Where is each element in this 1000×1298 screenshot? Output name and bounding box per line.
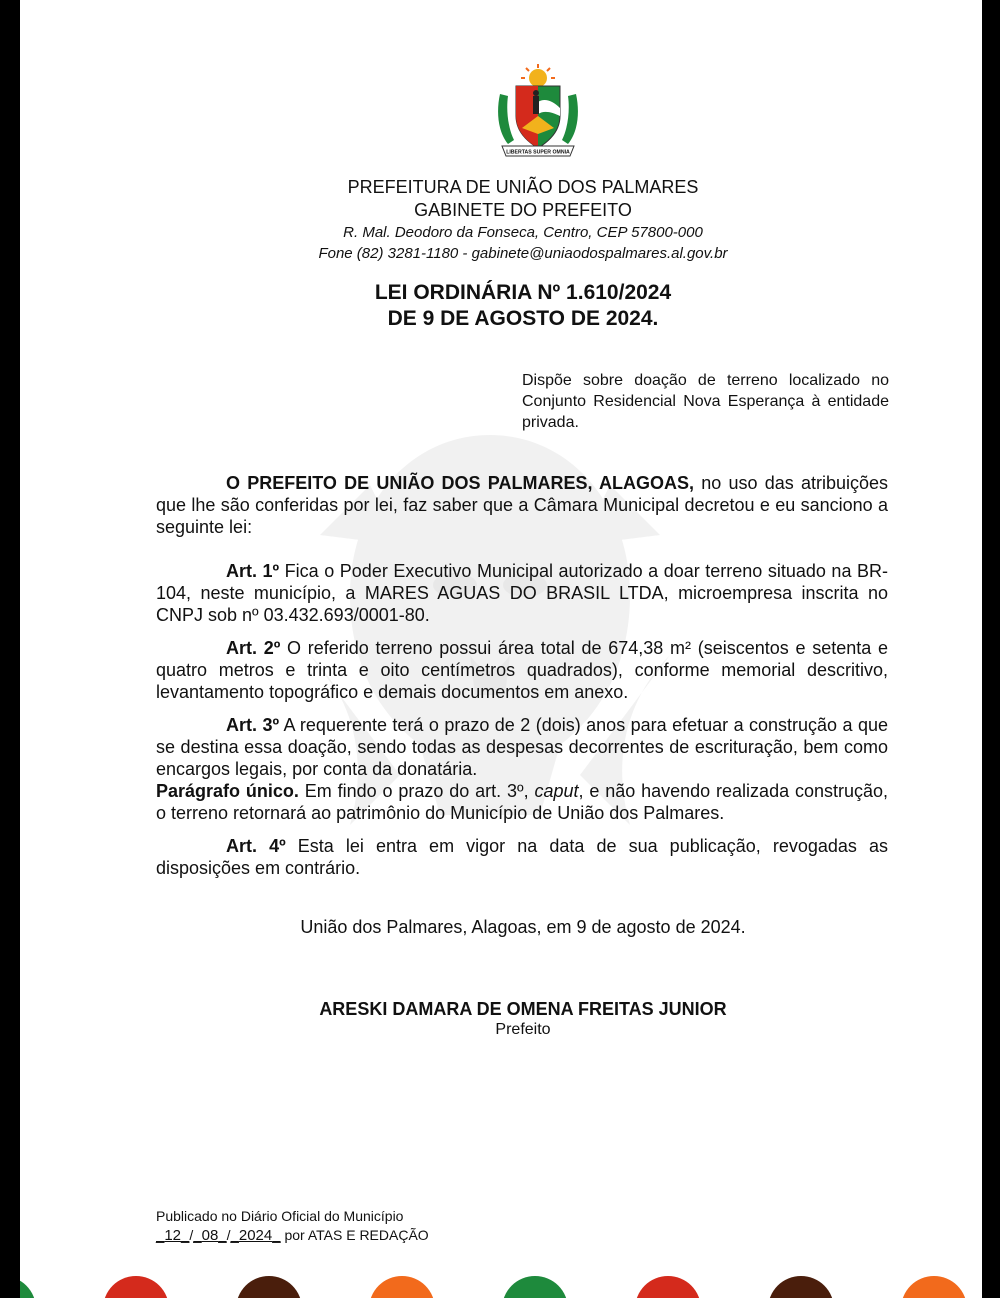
header-office: GABINETE DO PREFEITO (414, 200, 632, 220)
header-org: PREFEITURA DE UNIÃO DOS PALMARES (347, 177, 699, 197)
coat-of-arms-logo (486, 62, 590, 158)
law-number: LEI ORDINÁRIA Nº 1.610/2024 (374, 281, 672, 304)
signer-role: Prefeito (495, 1021, 551, 1038)
footer-circle (236, 1276, 302, 1298)
article-label: Art. 2º (226, 638, 281, 658)
article-2 (156, 637, 888, 703)
publication-note (156, 1207, 429, 1245)
svg-text:LIBERTAS SUPER OMNIA: LIBERTAS SUPER OMNIA (506, 149, 570, 156)
preamble-text: no uso das atribuições que lhe são conferidas por lei, faz saber que a Câmara Municipal decretou e eu sanciono a seguinte lei: (156, 473, 888, 537)
paragraph-text-a: Em findo o prazo do art. 3º, (298, 781, 535, 801)
footer-circle (20, 1276, 36, 1298)
article-label: Art. 3º (226, 715, 280, 735)
paragraph-text-b: , e não havendo realizada construção, o terreno retornará ao patrimônio do Município de União dos Palmares. (156, 781, 888, 823)
article-text: Fica o Poder Executivo Municipal autorizado a doar terreno situado na BR-104, neste município, a MARES AGUAS DO BRASIL LTDA, microempresa inscrita no CNPJ sob nº 03.432.693/0001-80. (156, 561, 888, 625)
law-date: DE 9 DE AGOSTO DE 2024. (387, 307, 659, 330)
footer-circle (103, 1276, 169, 1298)
article-4 (156, 835, 888, 879)
document-page (20, 0, 982, 1298)
article-label: Art. 4º (226, 836, 286, 856)
footer-circle (768, 1276, 834, 1298)
paragraph-italic: caput (534, 781, 579, 801)
sun-icon (521, 64, 555, 87)
pub-day: 12 (164, 1227, 182, 1244)
decorative-footer-circles (20, 1276, 982, 1298)
pub-by: por ATAS E REDAÇÃO (284, 1227, 429, 1243)
footer-circle (901, 1276, 967, 1298)
place-and-date: União dos Palmares, Alagoas, em 9 de agosto de 2024. (300, 917, 746, 937)
preamble-bold: O PREFEITO DE UNIÃO DOS PALMARES, ALAGOAS, (226, 473, 695, 493)
header-contact: Fone (82) 3281-1180 - gabinete@uniaodospalmares.al.gov.br (318, 245, 728, 262)
article-1 (156, 560, 888, 626)
law-body (156, 472, 888, 879)
article-3 (156, 714, 888, 780)
law-summary: Dispõe sobre doação de terreno localizado no Conjunto Residencial Nova Esperança à entidade privada. (522, 372, 889, 431)
footer-circle (369, 1276, 435, 1298)
pub-year: 2024 (238, 1227, 273, 1244)
article-text: Esta lei entra em vigor na data de sua publicação, revogadas as disposições em contrário. (156, 836, 888, 878)
footer-circle (502, 1276, 568, 1298)
footer-circle (635, 1276, 701, 1298)
preamble (156, 472, 888, 538)
article-text: A requerente terá o prazo de 2 (dois) anos para efetuar a construção a que se destina essa doação, sendo todas as despesas decorrentes de escrituração, bem como encargos legais, por conta da donatária. (156, 715, 888, 779)
header-address: R. Mal. Deodoro da Fonseca, Centro, CEP 57800-000 (343, 224, 703, 241)
shield-icon (516, 86, 560, 148)
signer-name: ARESKI DAMARA DE OMENA FREITAS JUNIOR (319, 999, 727, 1019)
publication-line: Publicado no Diário Oficial do Município (156, 1208, 404, 1224)
letterhead (20, 176, 982, 264)
article-label: Art. 1º (226, 561, 280, 581)
paragraph-label: Parágrafo único. (156, 781, 299, 801)
pub-month: 08 (201, 1227, 219, 1244)
sole-paragraph (156, 780, 888, 824)
law-title (20, 280, 982, 332)
publication-date-line: _12_/_08_/_2024_ por ATAS E REDAÇÃO (156, 1227, 429, 1244)
article-text: O referido terreno possui área total de 674,38 m² (seiscentos e setenta e quatro metros e trinta e oito centímetros quadrados), conforme memorial descritivo, levantamento topográfico e demais documentos em anexo. (156, 638, 888, 702)
